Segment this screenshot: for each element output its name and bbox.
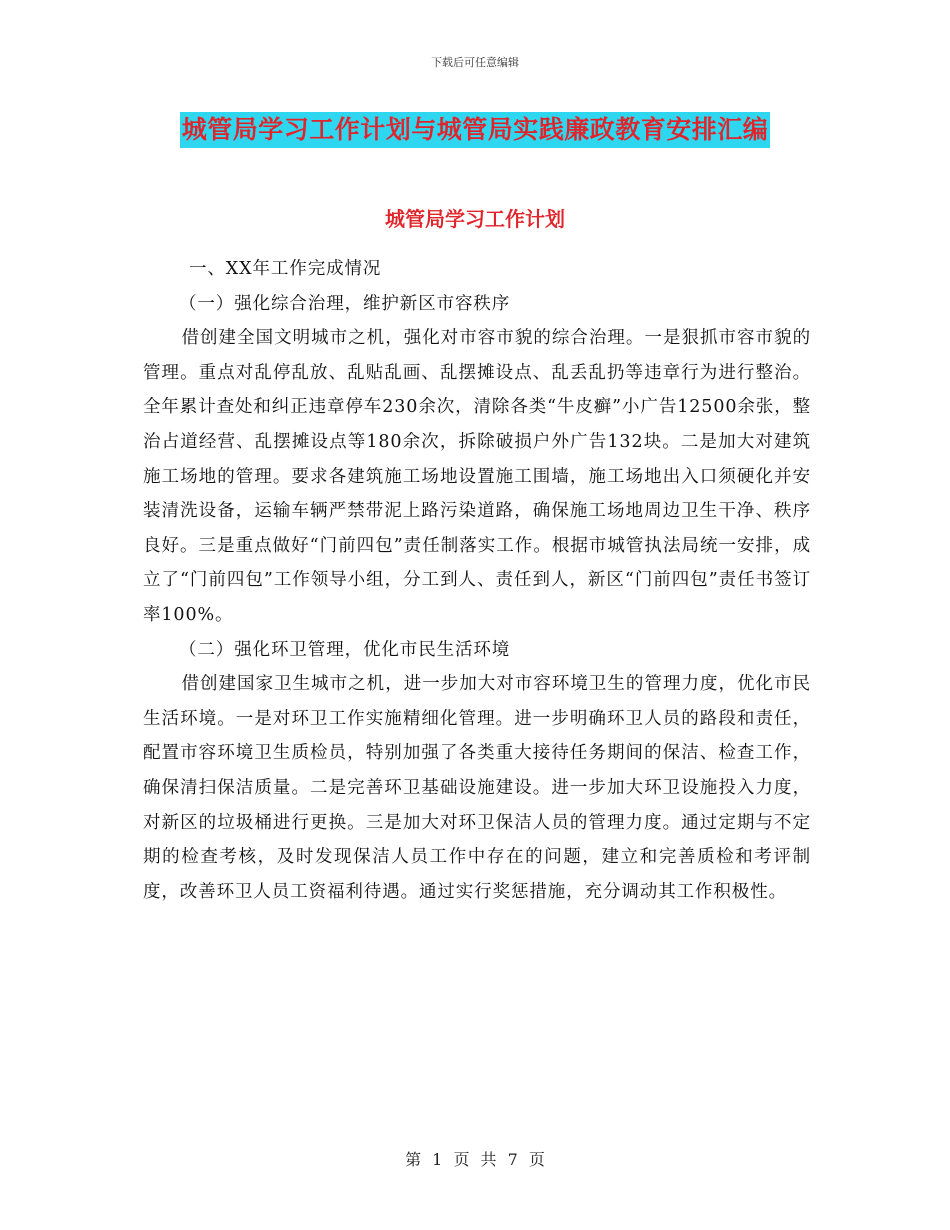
subsection-heading-2: （二）强化环卫管理，优化市民生活环境 [179,639,511,660]
paragraph-1: 借创建全国文明城市之机，强化对市容市貌的综合治理。一是狠抓市容市貌的管理。重点对乱停乱放、乱贴乱画、乱摆摊设点、乱丢乱扔等违章行为进行整治。全年累计查处和纠正违章停车230余次，清除各类“牛皮癣”小广告12500余张，整治占道经营、乱摆摊设点等180余次，拆除破损户外广告132块。二是加大对建筑施工场地的管理。要求各建筑施工场地设置施工围墙，施工场地出入口须硬化并安装清洗设备，运输车辆严禁带泥上路污染道路，确保施工场地周边卫生干净、秩序良好。三是重点做好“门前四包”责任制落实工作。根据市城管执法局统一安排，成立了“门前四包”工作领导小组，分工到人、责任到人，新区“门前四包”责任书签订率100%。 [143,328,811,625]
header-note: 下载后可任意编辑 [431,56,519,69]
paragraph-2: 借创建国家卫生城市之机，进一步加大对市容环境卫生的管理力度，优化市民生活环境。一是对环卫工作实施精细化管理。进一步明确环卫人员的路段和责任，配置市容环境卫生质检员，特别加强了各类重大接待任务期间的保洁、检查工作，确保清扫保洁质量。二是完善环卫基础设施建设。进一步加大环卫设施投入力度，对新区的垃圾桶进行更换。三是加大对环卫保洁人员的管理力度。通过定期与不定期的检查考核，及时发现保洁人员工作中存在的问题，建立和完善质检和考评制度，改善环卫人员工资福利待遇。通过实行奖惩措施，充分调动其工作积极性。 [143,674,811,902]
document-title: 城管局学习工作计划与城管局实践廉政教育安排汇编 [180,112,771,148]
section-heading-1: 一、XX年工作完成情况 [189,259,382,279]
section-subtitle: 城管局学习工作计划 [385,207,565,231]
subsection-heading-1: （一）强化综合治理，维护新区市容秩序 [179,293,511,314]
document-title-wrapper [0,112,950,148]
document-body [143,252,811,909]
page-footer: 第 1 页 共 7 页 [405,1150,545,1169]
